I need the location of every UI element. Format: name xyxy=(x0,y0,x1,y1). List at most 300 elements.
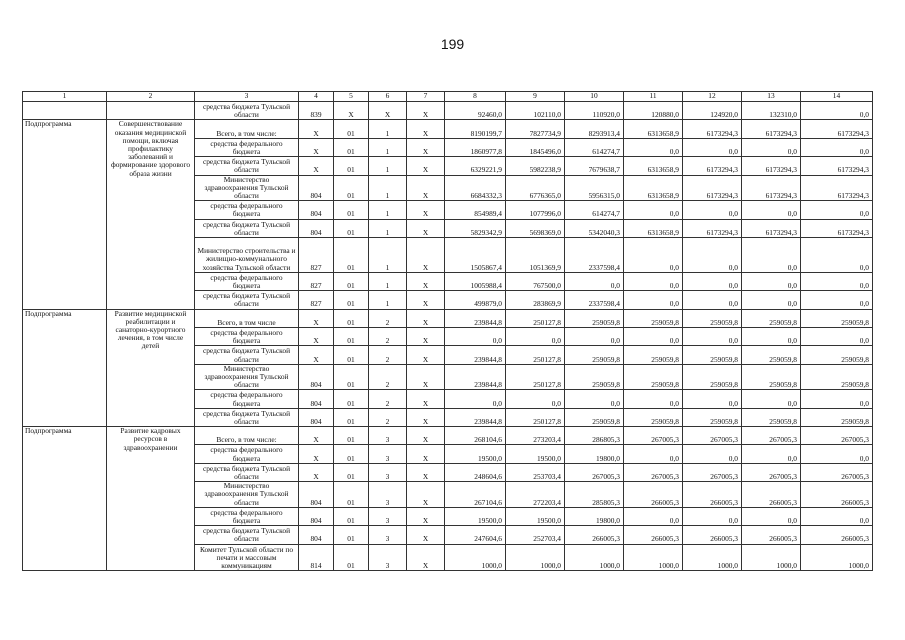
amount-cell: 0,0 xyxy=(506,327,565,345)
amount-cell: 0,0 xyxy=(624,390,683,408)
program-name-cell: Развитие медицинской реабилитации и санаторно-курортного лечения, в том числе детей xyxy=(107,309,195,427)
amount-cell: 6173294,3 xyxy=(683,120,742,138)
code-cell: X xyxy=(407,445,445,463)
funding-source-cell: Всего, в том числе xyxy=(195,309,299,327)
code-cell: 804 xyxy=(299,390,334,408)
code-cell: 01 xyxy=(334,272,369,290)
program-type-cell xyxy=(23,102,107,120)
funding-source-cell: средства бюджета Тульской области xyxy=(195,219,299,237)
code-cell: 1 xyxy=(369,272,407,290)
amount-cell: 0,0 xyxy=(742,327,801,345)
funding-source-cell: Всего, в том числе: xyxy=(195,427,299,445)
amount-cell: 6173294,3 xyxy=(801,120,873,138)
code-cell: X xyxy=(407,175,445,201)
amount-cell: 0,0 xyxy=(801,272,873,290)
code-cell: 01 xyxy=(334,526,369,544)
amount-cell: 6173294,3 xyxy=(742,120,801,138)
amount-cell: 2337598,4 xyxy=(565,291,624,309)
amount-cell: 259059,8 xyxy=(801,408,873,426)
amount-cell: 259059,8 xyxy=(624,309,683,327)
amount-cell: 259059,8 xyxy=(742,408,801,426)
amount-cell: 614274,7 xyxy=(565,138,624,156)
amount-cell: 259059,8 xyxy=(742,309,801,327)
amount-cell: 259059,8 xyxy=(565,408,624,426)
amount-cell: 239844,8 xyxy=(445,309,506,327)
amount-cell: 6684332,3 xyxy=(445,175,506,201)
amount-cell: 110920,0 xyxy=(565,102,624,120)
amount-cell: 0,0 xyxy=(565,327,624,345)
program-name-cell xyxy=(107,102,195,120)
amount-cell: 5982238,9 xyxy=(506,157,565,175)
code-cell: X xyxy=(334,102,369,120)
amount-cell: 6313658,9 xyxy=(624,120,683,138)
amount-cell: 92460,0 xyxy=(445,102,506,120)
code-cell: 814 xyxy=(299,544,334,571)
code-cell: 01 xyxy=(334,427,369,445)
amount-cell: 6173294,3 xyxy=(801,157,873,175)
amount-cell: 5342040,3 xyxy=(565,219,624,237)
column-number-cell: 5 xyxy=(334,92,369,102)
program-name-cell: Совершенствование оказания медицинской помощи, включая профилактику заболеваний и формирование здорового образа жизни xyxy=(107,120,195,309)
code-cell: X xyxy=(407,482,445,508)
amount-cell: 0,0 xyxy=(624,272,683,290)
code-cell: 827 xyxy=(299,272,334,290)
amount-cell: 0,0 xyxy=(624,201,683,219)
funding-source-cell: Министерство здравоохранения Тульской области xyxy=(195,482,299,508)
column-number-cell: 6 xyxy=(369,92,407,102)
amount-cell: 5829342,9 xyxy=(445,219,506,237)
program-type-cell: Подпрограмма xyxy=(23,120,107,309)
amount-cell: 2337598,4 xyxy=(565,237,624,272)
amount-cell: 259059,8 xyxy=(683,364,742,390)
code-cell: 3 xyxy=(369,463,407,481)
funding-source-cell: средства федерального бюджета xyxy=(195,390,299,408)
code-cell: 01 xyxy=(334,463,369,481)
amount-cell: 0,0 xyxy=(801,237,873,272)
code-cell: 1 xyxy=(369,175,407,201)
amount-cell: 259059,8 xyxy=(624,364,683,390)
code-cell: 2 xyxy=(369,327,407,345)
amount-cell: 0,0 xyxy=(565,272,624,290)
code-cell: 3 xyxy=(369,507,407,525)
code-cell: 01 xyxy=(334,237,369,272)
amount-cell: 132310,0 xyxy=(742,102,801,120)
amount-cell: 267005,3 xyxy=(801,427,873,445)
table-row xyxy=(23,102,873,120)
code-cell: X xyxy=(299,120,334,138)
amount-cell: 0,0 xyxy=(506,390,565,408)
code-cell: 1 xyxy=(369,219,407,237)
code-cell: X xyxy=(407,201,445,219)
column-number-cell: 12 xyxy=(683,92,742,102)
amount-cell: 259059,8 xyxy=(683,346,742,364)
amount-cell: 1000,0 xyxy=(683,544,742,571)
code-cell: X xyxy=(407,526,445,544)
funding-source-cell: средства бюджета Тульской области xyxy=(195,408,299,426)
code-cell: X xyxy=(407,427,445,445)
amount-cell: 250127,8 xyxy=(506,408,565,426)
amount-cell: 0,0 xyxy=(801,327,873,345)
amount-cell: 6173294,3 xyxy=(683,157,742,175)
amount-cell: 0,0 xyxy=(683,272,742,290)
amount-cell: 0,0 xyxy=(742,445,801,463)
program-name-cell: Развитие кадровых ресурсов в здравоохранении xyxy=(107,427,195,571)
code-cell: 804 xyxy=(299,175,334,201)
amount-cell: 1077996,0 xyxy=(506,201,565,219)
table-row xyxy=(23,309,873,327)
amount-cell: 259059,8 xyxy=(624,346,683,364)
program-type-cell: Подпрограмма xyxy=(23,309,107,427)
funding-source-cell: Министерство здравоохранения Тульской области xyxy=(195,175,299,201)
amount-cell: 0,0 xyxy=(445,327,506,345)
amount-cell: 0,0 xyxy=(801,201,873,219)
amount-cell: 0,0 xyxy=(683,138,742,156)
amount-cell: 19800,0 xyxy=(565,445,624,463)
funding-source-cell: средства бюджета Тульской области xyxy=(195,291,299,309)
amount-cell: 0,0 xyxy=(801,102,873,120)
amount-cell: 259059,8 xyxy=(624,408,683,426)
amount-cell: 8293913,4 xyxy=(565,120,624,138)
amount-cell: 259059,8 xyxy=(683,309,742,327)
amount-cell: 8190199,7 xyxy=(445,120,506,138)
amount-cell: 0,0 xyxy=(742,507,801,525)
amount-cell: 767500,0 xyxy=(506,272,565,290)
amount-cell: 854989,4 xyxy=(445,201,506,219)
amount-cell: 124920,0 xyxy=(683,102,742,120)
code-cell: X xyxy=(299,346,334,364)
amount-cell: 267005,3 xyxy=(801,463,873,481)
amount-cell: 614274,7 xyxy=(565,201,624,219)
code-cell: X xyxy=(407,157,445,175)
funding-source-cell: средства федерального бюджета xyxy=(195,507,299,525)
amount-cell: 0,0 xyxy=(683,327,742,345)
amount-cell: 266005,3 xyxy=(565,526,624,544)
code-cell: X xyxy=(407,346,445,364)
amount-cell: 19500,0 xyxy=(445,507,506,525)
code-cell: X xyxy=(299,445,334,463)
column-number-row xyxy=(23,92,873,102)
code-cell: 3 xyxy=(369,427,407,445)
amount-cell: 253703,4 xyxy=(506,463,565,481)
code-cell: 2 xyxy=(369,408,407,426)
funding-source-cell: средства бюджета Тульской области xyxy=(195,463,299,481)
code-cell: X xyxy=(407,120,445,138)
amount-cell: 0,0 xyxy=(624,291,683,309)
amount-cell: 0,0 xyxy=(742,138,801,156)
amount-cell: 266005,3 xyxy=(683,482,742,508)
amount-cell: 259059,8 xyxy=(742,346,801,364)
amount-cell: 272203,4 xyxy=(506,482,565,508)
amount-cell: 239844,8 xyxy=(445,346,506,364)
amount-cell: 1000,0 xyxy=(624,544,683,571)
table-row xyxy=(23,120,873,138)
funding-source-cell: средства федерального бюджета xyxy=(195,138,299,156)
amount-cell: 6776365,0 xyxy=(506,175,565,201)
amount-cell: 259059,8 xyxy=(565,346,624,364)
amount-cell: 1000,0 xyxy=(506,544,565,571)
code-cell: X xyxy=(407,327,445,345)
budget-table xyxy=(22,91,873,571)
amount-cell: 6313658,9 xyxy=(624,219,683,237)
code-cell: X xyxy=(299,138,334,156)
amount-cell: 0,0 xyxy=(683,237,742,272)
funding-source-cell: средства бюджета Тульской области xyxy=(195,526,299,544)
amount-cell: 252703,4 xyxy=(506,526,565,544)
amount-cell: 259059,8 xyxy=(683,408,742,426)
column-number-cell: 1 xyxy=(23,92,107,102)
funding-source-cell: Министерство строительства и жилищно-коммунального хозяйства Тульской области xyxy=(195,237,299,272)
amount-cell: 239844,8 xyxy=(445,364,506,390)
amount-cell: 286805,3 xyxy=(565,427,624,445)
amount-cell: 0,0 xyxy=(624,445,683,463)
code-cell: X xyxy=(407,291,445,309)
amount-cell: 0,0 xyxy=(801,507,873,525)
code-cell: 1 xyxy=(369,157,407,175)
code-cell: X xyxy=(407,408,445,426)
amount-cell: 266005,3 xyxy=(683,526,742,544)
table-row xyxy=(23,427,873,445)
amount-cell: 0,0 xyxy=(683,507,742,525)
amount-cell: 259059,8 xyxy=(801,346,873,364)
amount-cell: 19500,0 xyxy=(445,445,506,463)
page-number: 199 xyxy=(440,36,465,52)
code-cell: 804 xyxy=(299,408,334,426)
code-cell: 2 xyxy=(369,364,407,390)
column-number-cell: 4 xyxy=(299,92,334,102)
amount-cell: 5956315,0 xyxy=(565,175,624,201)
amount-cell: 266005,3 xyxy=(624,526,683,544)
amount-cell: 266005,3 xyxy=(801,482,873,508)
amount-cell: 499879,0 xyxy=(445,291,506,309)
code-cell: 2 xyxy=(369,309,407,327)
amount-cell: 0,0 xyxy=(742,390,801,408)
code-cell: 804 xyxy=(299,219,334,237)
amount-cell: 250127,8 xyxy=(506,346,565,364)
code-cell: 1 xyxy=(369,138,407,156)
amount-cell: 250127,8 xyxy=(506,364,565,390)
amount-cell: 0,0 xyxy=(742,237,801,272)
amount-cell: 6173294,3 xyxy=(742,157,801,175)
funding-source-cell: средства бюджета Тульской области xyxy=(195,157,299,175)
column-number-cell: 14 xyxy=(801,92,873,102)
column-number-cell: 13 xyxy=(742,92,801,102)
amount-cell: 120880,0 xyxy=(624,102,683,120)
amount-cell: 266005,3 xyxy=(742,482,801,508)
amount-cell: 1000,0 xyxy=(445,544,506,571)
amount-cell: 0,0 xyxy=(742,272,801,290)
code-cell: 01 xyxy=(334,408,369,426)
amount-cell: 239844,8 xyxy=(445,408,506,426)
amount-cell: 0,0 xyxy=(801,445,873,463)
amount-cell: 6173294,3 xyxy=(742,175,801,201)
code-cell: 2 xyxy=(369,390,407,408)
code-cell: 827 xyxy=(299,237,334,272)
code-cell: 804 xyxy=(299,526,334,544)
column-number-cell: 3 xyxy=(195,92,299,102)
amount-cell: 0,0 xyxy=(683,445,742,463)
code-cell: 3 xyxy=(369,526,407,544)
funding-source-cell: средства бюджета Тульской области xyxy=(195,102,299,120)
funding-source-cell: средства федерального бюджета xyxy=(195,201,299,219)
code-cell: 804 xyxy=(299,507,334,525)
amount-cell: 267005,3 xyxy=(742,463,801,481)
table-body xyxy=(23,92,873,571)
code-cell: 2 xyxy=(369,346,407,364)
amount-cell: 267104,6 xyxy=(445,482,506,508)
code-cell: X xyxy=(299,327,334,345)
code-cell: 01 xyxy=(334,291,369,309)
code-cell: X xyxy=(407,544,445,571)
funding-source-cell: Министерство здравоохранения Тульской области xyxy=(195,364,299,390)
column-number-cell: 9 xyxy=(506,92,565,102)
amount-cell: 267005,3 xyxy=(565,463,624,481)
funding-source-cell: средства федерального бюджета xyxy=(195,272,299,290)
program-type-cell: Подпрограмма xyxy=(23,427,107,571)
amount-cell: 6313658,9 xyxy=(624,157,683,175)
amount-cell: 0,0 xyxy=(801,138,873,156)
amount-cell: 259059,8 xyxy=(801,364,873,390)
code-cell: X xyxy=(407,138,445,156)
amount-cell: 1505867,4 xyxy=(445,237,506,272)
code-cell: 01 xyxy=(334,120,369,138)
amount-cell: 19500,0 xyxy=(506,507,565,525)
code-cell: 01 xyxy=(334,445,369,463)
code-cell: 839 xyxy=(299,102,334,120)
code-cell: X xyxy=(299,463,334,481)
code-cell: 01 xyxy=(334,482,369,508)
code-cell: X xyxy=(407,309,445,327)
funding-source-cell: средства бюджета Тульской области xyxy=(195,346,299,364)
amount-cell: 6173294,3 xyxy=(683,175,742,201)
amount-cell: 250127,8 xyxy=(506,309,565,327)
code-cell: X xyxy=(407,463,445,481)
amount-cell: 0,0 xyxy=(683,291,742,309)
amount-cell: 273203,4 xyxy=(506,427,565,445)
amount-cell: 259059,8 xyxy=(565,364,624,390)
amount-cell: 1000,0 xyxy=(801,544,873,571)
funding-source-cell: средства федерального бюджета xyxy=(195,327,299,345)
amount-cell: 0,0 xyxy=(624,138,683,156)
amount-cell: 6173294,3 xyxy=(742,219,801,237)
code-cell: X xyxy=(369,102,407,120)
code-cell: 3 xyxy=(369,482,407,508)
amount-cell: 0,0 xyxy=(445,390,506,408)
funding-source-cell: Всего, в том числе: xyxy=(195,120,299,138)
code-cell: X xyxy=(407,364,445,390)
amount-cell: 259059,8 xyxy=(801,309,873,327)
code-cell: 1 xyxy=(369,120,407,138)
column-number-cell: 10 xyxy=(565,92,624,102)
code-cell: X xyxy=(407,219,445,237)
column-number-cell: 2 xyxy=(107,92,195,102)
amount-cell: 267005,3 xyxy=(624,463,683,481)
amount-cell: 248604,6 xyxy=(445,463,506,481)
code-cell: 01 xyxy=(334,507,369,525)
funding-source-cell: средства федерального бюджета xyxy=(195,445,299,463)
code-cell: 804 xyxy=(299,201,334,219)
amount-cell: 6173294,3 xyxy=(801,175,873,201)
code-cell: 01 xyxy=(334,309,369,327)
amount-cell: 267005,3 xyxy=(683,427,742,445)
funding-source-cell: Комитет Тульской области по печати и массовым коммуникациям xyxy=(195,544,299,571)
amount-cell: 6329221,9 xyxy=(445,157,506,175)
code-cell: 1 xyxy=(369,291,407,309)
code-cell: 01 xyxy=(334,175,369,201)
code-cell: 1 xyxy=(369,237,407,272)
amount-cell: 0,0 xyxy=(624,507,683,525)
column-number-cell: 11 xyxy=(624,92,683,102)
code-cell: 804 xyxy=(299,364,334,390)
code-cell: X xyxy=(407,507,445,525)
amount-cell: 1845496,0 xyxy=(506,138,565,156)
amount-cell: 267005,3 xyxy=(624,427,683,445)
code-cell: X xyxy=(299,157,334,175)
code-cell: 3 xyxy=(369,445,407,463)
amount-cell: 283869,9 xyxy=(506,291,565,309)
amount-cell: 267005,3 xyxy=(683,463,742,481)
code-cell: 01 xyxy=(334,346,369,364)
amount-cell: 7827734,9 xyxy=(506,120,565,138)
code-cell: 804 xyxy=(299,482,334,508)
amount-cell: 0,0 xyxy=(801,291,873,309)
amount-cell: 259059,8 xyxy=(742,364,801,390)
amount-cell: 19500,0 xyxy=(506,445,565,463)
amount-cell: 6173294,3 xyxy=(683,219,742,237)
amount-cell: 0,0 xyxy=(565,390,624,408)
amount-cell: 1005988,4 xyxy=(445,272,506,290)
amount-cell: 1000,0 xyxy=(742,544,801,571)
code-cell: 01 xyxy=(334,544,369,571)
code-cell: 01 xyxy=(334,390,369,408)
code-cell: X xyxy=(407,272,445,290)
code-cell: 3 xyxy=(369,544,407,571)
code-cell: X xyxy=(407,102,445,120)
code-cell: X xyxy=(407,237,445,272)
amount-cell: 267005,3 xyxy=(742,427,801,445)
amount-cell: 268104,6 xyxy=(445,427,506,445)
amount-cell: 1000,0 xyxy=(565,544,624,571)
code-cell: 01 xyxy=(334,157,369,175)
amount-cell: 0,0 xyxy=(683,201,742,219)
amount-cell: 266005,3 xyxy=(801,526,873,544)
code-cell: 01 xyxy=(334,364,369,390)
amount-cell: 5698369,0 xyxy=(506,219,565,237)
amount-cell: 1860977,8 xyxy=(445,138,506,156)
amount-cell: 19800,0 xyxy=(565,507,624,525)
code-cell: 01 xyxy=(334,138,369,156)
amount-cell: 266005,3 xyxy=(624,482,683,508)
amount-cell: 1051369,9 xyxy=(506,237,565,272)
amount-cell: 259059,8 xyxy=(565,309,624,327)
code-cell: X xyxy=(299,309,334,327)
code-cell: 01 xyxy=(334,327,369,345)
code-cell: 1 xyxy=(369,201,407,219)
amount-cell: 0,0 xyxy=(742,201,801,219)
amount-cell: 0,0 xyxy=(624,237,683,272)
amount-cell: 102110,0 xyxy=(506,102,565,120)
amount-cell: 6313658,9 xyxy=(624,175,683,201)
code-cell: 01 xyxy=(334,201,369,219)
column-number-cell: 7 xyxy=(407,92,445,102)
amount-cell: 266005,3 xyxy=(742,526,801,544)
amount-cell: 7679638,7 xyxy=(565,157,624,175)
column-number-cell: 8 xyxy=(445,92,506,102)
amount-cell: 285805,3 xyxy=(565,482,624,508)
amount-cell: 247604,6 xyxy=(445,526,506,544)
amount-cell: 0,0 xyxy=(624,327,683,345)
code-cell: 827 xyxy=(299,291,334,309)
amount-cell: 0,0 xyxy=(742,291,801,309)
